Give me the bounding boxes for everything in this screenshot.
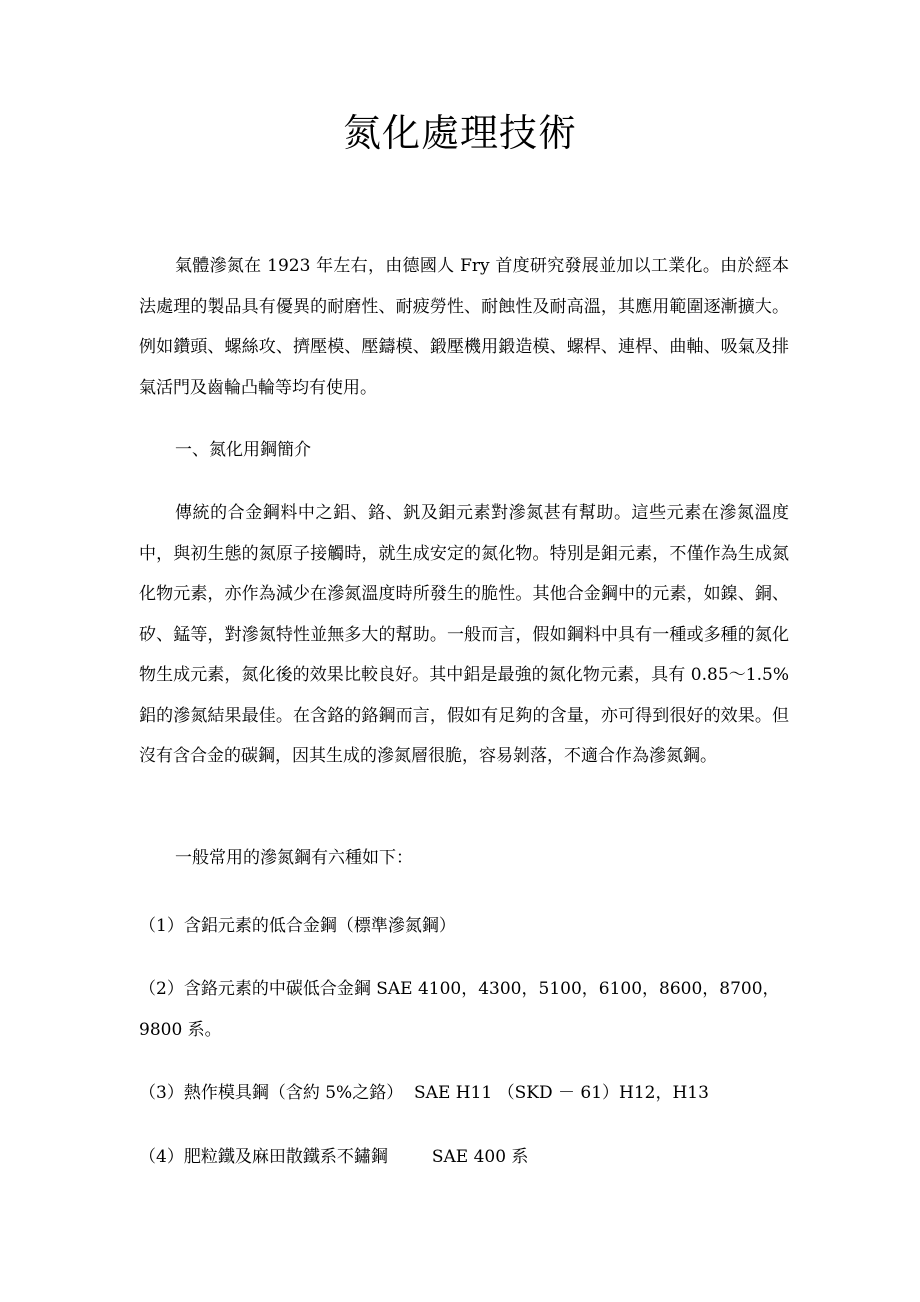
list-item-1 (139, 906, 799, 946)
list-item-spec: SAE 4100，4300，5100，6100，8600，8700，9800 系。 (139, 979, 780, 1040)
intro-paragraph: 氣體滲氮在 1923 年左右，由德國人 Fry 首度研究發展並加以工業化。由於經本法處理的製品具有優異的耐磨性、耐疲勞性、耐蝕性及耐高溫，其應用範圍逐漸擴大。例如鑽頭、螺絲攻、擠壓模、壓鑄模、鍛壓機用鍛造模、螺桿、連桿、曲軸、吸氣及排氣活門及齒輪凸輪等均有使用。 (139, 256, 789, 398)
list-item-2 (139, 969, 799, 1050)
section-heading: 一、氮化用鋼簡介 (175, 440, 311, 460)
list-item-label: （4）肥粒鐵及麻田散鐵系不鏽鋼 (139, 1147, 388, 1167)
list-item-label: （2）含鉻元素的中碳低合金鋼 (139, 979, 371, 999)
list-item-3 (139, 1073, 799, 1113)
page-title: 氮化處理技術 (342, 111, 577, 155)
list-item-label: （1）含鋁元素的低合金鋼（標準滲氮鋼） (139, 916, 456, 936)
section-paragraph: 傳統的合金鋼料中之鋁、鉻、釩及鉬元素對滲氮甚有幫助。這些元素在滲氮溫度中，與初生態的氮原子接觸時，就生成安定的氮化物。特別是鉬元素，不僅作為生成氮化物元素，亦作為減少在滲氮溫度時所發生的脆性。其他合金鋼中的元素，如鎳、銅、矽、錳等，對滲氮特性並無多大的幫助。一般而言，假如鋼料中具有一種或多種的氮化物生成元素，氮化後的效果比較良好。其中鋁是最強的氮化物元素，具有 0.85～1.5%鋁的滲氮結果最佳。在含鉻的鉻鋼而言，假如有足夠的含量，亦可得到很好的效果。但沒有含合金的碳鋼，因其生成的滲氮層很脆，容易剝落，不適合作為滲氮鋼。 (139, 503, 789, 766)
list-item-spec: SAE 400 系 (431, 1147, 529, 1167)
list-intro: 一般常用的滲氮鋼有六種如下： (175, 848, 413, 868)
list-item-spec: SAE H11 （SKD － 61）H12，H13 (414, 1083, 709, 1103)
list-item-label: （3）熱作模具鋼（含約 5%之鉻） (139, 1083, 404, 1103)
list-item-4 (139, 1137, 799, 1177)
